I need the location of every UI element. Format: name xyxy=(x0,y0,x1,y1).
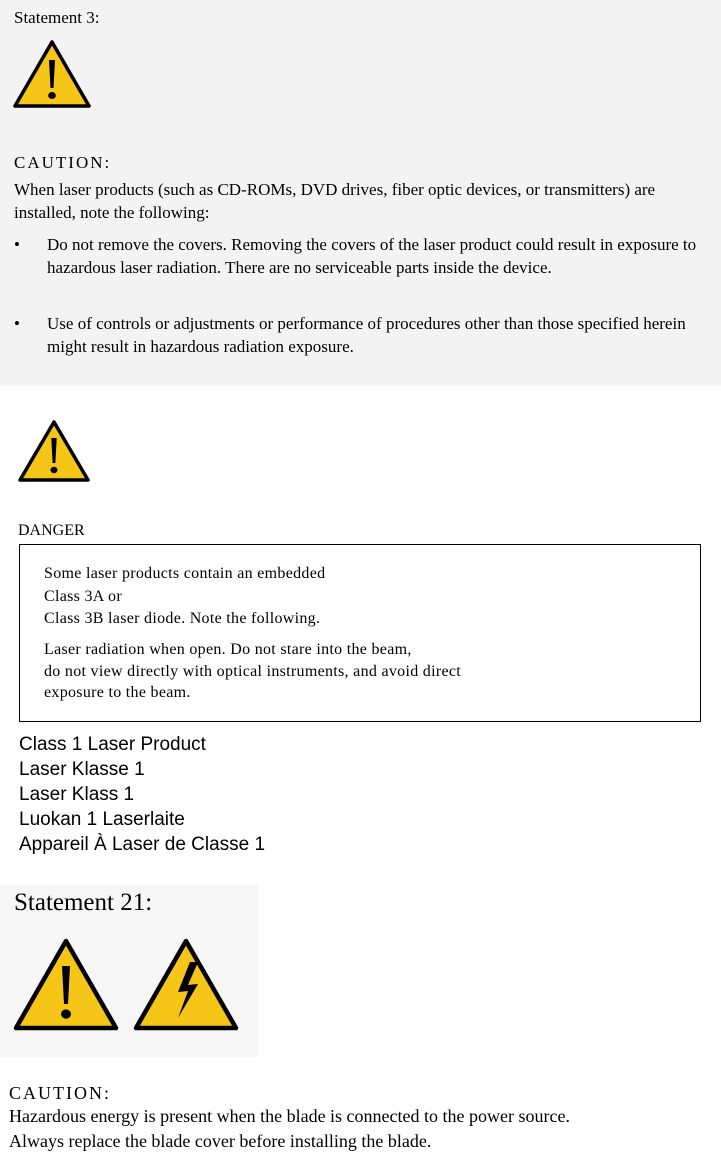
danger-notice-box xyxy=(19,544,701,722)
danger-text-line: Some laser products contain an embedded xyxy=(44,565,326,582)
laser-class-label: Laser Klasse 1 xyxy=(19,759,145,780)
electrical-hazard-icon xyxy=(132,936,240,1034)
laser-class-label: Luokan 1 Laserlaite xyxy=(19,809,185,830)
danger-text-line: exposure to the beam. xyxy=(44,684,191,701)
bullet-text: Do not remove the covers. Removing the covers of the laser product could result in exposure to hazardous laser radiation. There are no serviceable parts inside the device. xyxy=(47,235,697,277)
bullet-marker: • xyxy=(14,235,20,254)
statement-21-title: Statement 21: xyxy=(14,889,153,916)
danger-text-line: Class 3B laser diode. Note the following. xyxy=(44,610,321,627)
laser-class-label: Laser Klass 1 xyxy=(19,784,135,805)
warning-triangle-icon xyxy=(12,936,120,1034)
danger-text-line: Class 3A or xyxy=(44,588,122,605)
caution-label: CAUTION: xyxy=(9,1083,111,1103)
danger-text-line: do not view directly with optical instruments, and avoid direct xyxy=(44,663,462,680)
laser-class-label: Appareil À Laser de Classe 1 xyxy=(19,834,266,855)
statement-3-title: Statement 3: xyxy=(14,8,100,27)
caution-text-line: Always replace the blade cover before installing the blade. xyxy=(9,1131,432,1151)
warning-triangle-icon xyxy=(12,38,92,110)
caution-label: CAUTION: xyxy=(14,153,112,172)
warning-triangle-icon xyxy=(17,418,91,484)
laser-class-label: Class 1 Laser Product xyxy=(19,734,206,755)
caution-text-line: Hazardous energy is present when the blade is connected to the power source. xyxy=(9,1106,570,1126)
bullet-text: Use of controls or adjustments or performance of procedures other than those specified herein might result in hazardous radiation exposure. xyxy=(47,314,686,356)
caution-intro-text: When laser products (such as CD-ROMs, DVD drives, fiber optic devices, or transmitters) are installed, note the following: xyxy=(14,180,656,222)
bullet-marker: • xyxy=(14,314,20,333)
danger-text-line: Laser radiation when open. Do not stare into the beam, xyxy=(44,641,412,658)
danger-label: DANGER xyxy=(18,522,85,539)
